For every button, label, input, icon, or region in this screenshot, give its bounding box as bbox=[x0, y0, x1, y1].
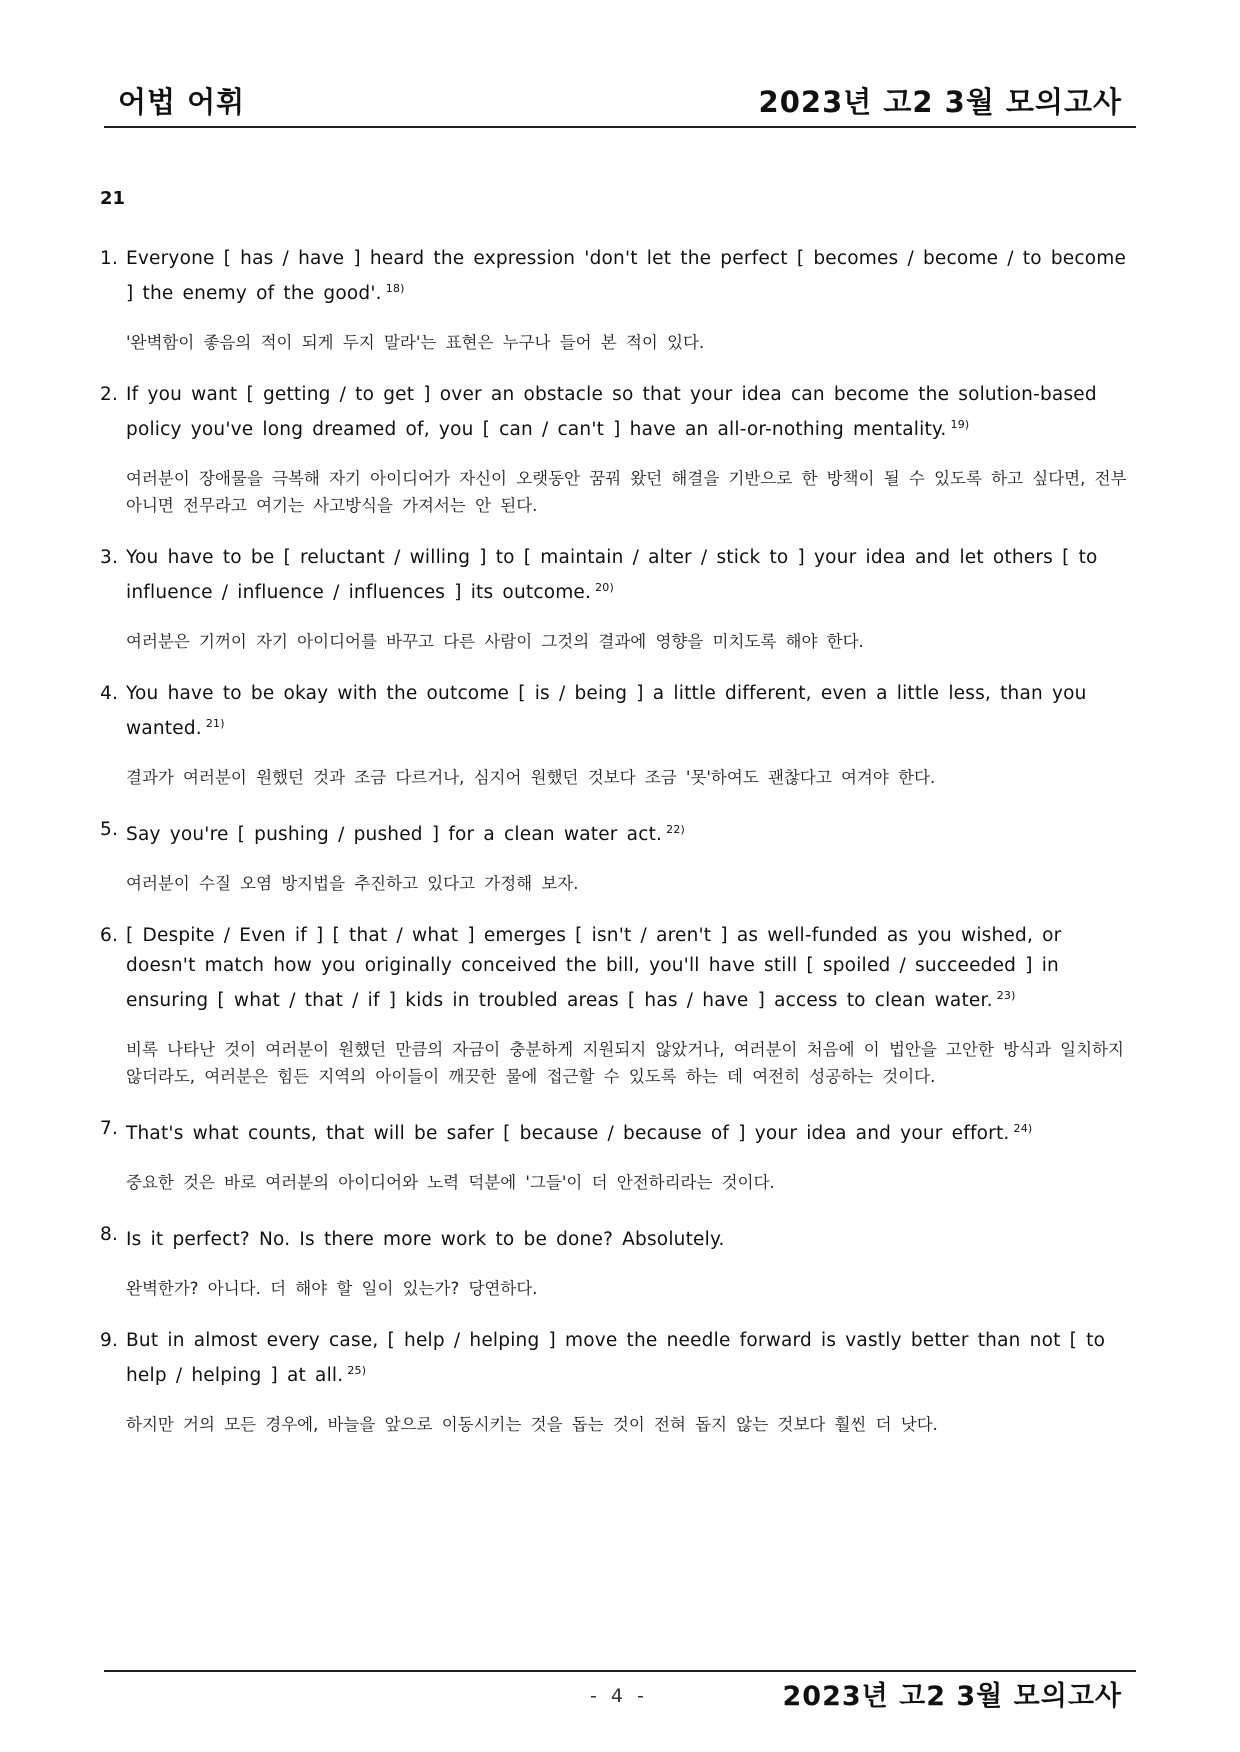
question-text: Say you're [ pushing / pushed ] for a clean water act. $^{22)}$ bbox=[126, 823, 686, 845]
page-number: - 4 - bbox=[590, 1685, 648, 1707]
question-item bbox=[100, 815, 1140, 897]
question-number: 8. bbox=[100, 1224, 119, 1245]
footnote-marker: 19) bbox=[950, 418, 970, 431]
question-number: 5. bbox=[100, 819, 119, 840]
question-number: 3. bbox=[100, 547, 119, 568]
question-item bbox=[100, 380, 1140, 519]
question-number: 9. bbox=[100, 1330, 119, 1351]
translation-text: '완벽함이 좋음의 적이 되게 두지 말라'는 표현은 누구나 들어 본 적이 있다. bbox=[126, 333, 705, 352]
footnote-marker: 20) bbox=[595, 581, 614, 594]
translation-text: 결과가 여러분이 원했던 것과 조금 다르거나, 심지어 원했던 것보다 조금 '못'하여도 괜찮다고 여겨야 한다. bbox=[126, 768, 936, 787]
header-divider bbox=[104, 126, 1136, 128]
question-item bbox=[100, 543, 1140, 655]
translation-text: 완벽한가? 아니다. 더 해야 할 일이 있는가? 당연하다. bbox=[126, 1279, 538, 1298]
question-item bbox=[100, 1326, 1140, 1438]
footer-divider bbox=[104, 1670, 1136, 1672]
footnote-marker: 21) bbox=[205, 717, 225, 730]
question-list bbox=[100, 244, 1140, 1462]
translation-text: 비록 나타난 것이 여러분이 원했던 만큼의 자금이 충분하게 지원되지 않았거나, 여러분이 처음에 이 법안을 고안한 방식과 일치하지 않더라도, 여러분은 힘든 지역의 아이들이 깨끗한 물에 접근할 수 있도록 하는 데 여전히 성공하는 것이다. bbox=[126, 1040, 1124, 1086]
question-text: Is it perfect? No. Is there more work to be done? Absolutely. bbox=[126, 1229, 725, 1250]
question-text: If you want [ getting / to get ] over an obstacle so that your idea can become the solution-based policy you've long dreamed of, you [ can / can't ] have an all-or-nothing mentality. $^{19)}$ bbox=[126, 384, 1097, 440]
question-number: 4. bbox=[100, 683, 119, 704]
translation-text: 여러분이 장애물을 극복해 자기 아이디어가 자신이 오랫동안 꿈꿔 왔던 해결을 기반으로 한 방책이 될 수 있도록 하고 싶다면, 전부 아니면 전무라고 여기는 사고방식을 가져서는 안 된다. bbox=[126, 469, 1127, 515]
question-text: Everyone [ has / have ] heard the expression 'don't let the perfect [ becomes / become / to become ] the enemy of the good'. $^{18)}$ bbox=[126, 248, 1127, 304]
section-number: 21 bbox=[100, 188, 126, 209]
translation-text: 중요한 것은 바로 여러분의 아이디어와 노력 덕분에 '그들'이 더 안전하리라는 것이다. bbox=[126, 1173, 775, 1192]
question-item bbox=[100, 1220, 1140, 1302]
question-item bbox=[100, 921, 1140, 1090]
translation-text: 여러분이 수질 오염 방지법을 추진하고 있다고 가정해 보자. bbox=[126, 874, 579, 893]
question-text: That's what counts, that will be safer [ because / because of ] your idea and your effort. $^{24)}$ bbox=[126, 1122, 1033, 1144]
header-right-title: 2023년 고2 3월 모의고사 bbox=[758, 85, 1122, 119]
footnote-marker: 23) bbox=[996, 989, 1016, 1002]
question-number: 2. bbox=[100, 384, 119, 405]
question-text: But in almost every case, [ help / helping ] move the needle forward is vastly better than not [ to help / helping ] at all. $^{25)}$ bbox=[126, 1330, 1106, 1386]
header-left-title: 어법 어휘 bbox=[118, 85, 246, 119]
footer-title: 2023년 고2 3월 모의고사 bbox=[782, 1681, 1122, 1712]
question-number: 1. bbox=[100, 248, 119, 269]
question-text: [ Despite / Even if ] [ that / what ] emerges [ isn't / aren't ] as well-funded as you wished, or doesn't match how you originally conceived the bill, you'll have still [ spoiled / succeeded ] in ensuring [ what / that / if ] kids in troubled areas [ has / have ] access to clean water. $^{23)}$ bbox=[126, 925, 1062, 1011]
translation-text: 하지만 거의 모든 경우에, 바늘을 앞으로 이동시키는 것을 돕는 것이 전혀 돕지 않는 것보다 훨씬 더 낫다. bbox=[126, 1415, 938, 1434]
footnote-marker: 22) bbox=[666, 823, 686, 836]
question-item bbox=[100, 1114, 1140, 1196]
question-item bbox=[100, 679, 1140, 791]
translation-text: 여러분은 기꺼이 자기 아이디어를 바꾸고 다른 사람이 그것의 결과에 영향을 미치도록 해야 한다. bbox=[126, 632, 864, 651]
footnote-marker: 25) bbox=[347, 1364, 367, 1377]
question-number: 6. bbox=[100, 925, 119, 946]
question-item bbox=[100, 244, 1140, 356]
footnote-marker: 18) bbox=[385, 282, 405, 295]
question-text: You have to be [ reluctant / willing ] to [ maintain / alter / stick to ] your idea and let others [ to influence / influence / influences ] its outcome. $^{20)}$ bbox=[126, 547, 1098, 603]
footnote-marker: 24) bbox=[1013, 1122, 1033, 1135]
question-number: 7. bbox=[100, 1118, 119, 1139]
question-text: You have to be okay with the outcome [ is / being ] a little different, even a little less, than you wanted. $^{21)}$ bbox=[126, 683, 1087, 739]
